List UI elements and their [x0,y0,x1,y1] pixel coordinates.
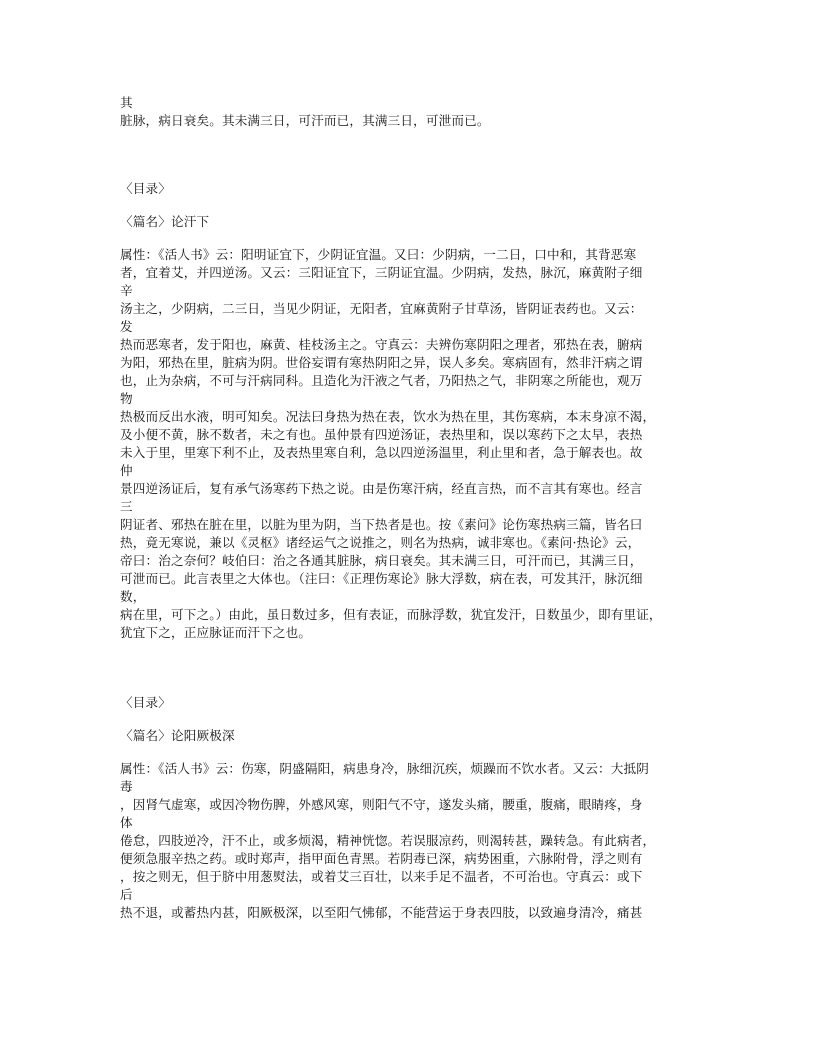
text-line: ，因肾气虚寒，或因冷物伤脾，外感风寒，则阳气不守，遂发头痛，腰重，腹痛，眼睛疼，身 [120,797,643,812]
text-line: 热而恶寒者，发于阳也，麻黄、桂枝汤主之。守真云：夫辨伤寒阴阳之理者，邪热在表，腑病 [120,337,643,352]
toc-label: 〈目录〉 [120,181,171,196]
text-line: 景四逆汤证后，复有承气汤寒药下热之说。由是伤寒汗病，经直言热，而不言其有寒也。经言 [120,481,643,496]
text-line: 为阳，邪热在里，脏病为阴。世俗妄谓有寒热阴阳之异，误人多矣。寒病固有，然非汗病之谓 [120,355,643,370]
text-line: 便须急服辛热之药。或时郑声，指甲面色青黑。若阴毒已深，病势困重，六脉附骨，浮之则有 [120,851,643,866]
text-line: 阴证者、邪热在脏在里，以脏为里为阴，当下热者是也。按《素问》论伤寒热病三篇，皆名曰 [120,517,643,532]
text-line: 汤主之，少阴病，二三日，当见少阴证，无阳者，宜麻黄附子甘草汤，皆阴证表药也。又云： [120,301,643,316]
text-line: 热不退，或蓄热内甚，阳厥极深，以至阳气怫郁，不能营运于身表四肢，以致遍身清冷，痛甚 [120,905,643,920]
section-lun-han-xia [120,180,700,642]
text-line: 毒 [120,779,133,794]
document-page [120,94,700,922]
text-line: 属性：《活人书》云：伤寒，阴盛隔阳，病患身冷，脉细沉疾，烦躁而不饮水者。又云：大抵阴 [120,761,649,776]
text-line: 发 [120,319,133,334]
text-line: 辛 [120,283,133,298]
text-line: 倦怠，四肢逆冷，汗不止，或多烦渴，精神恍惚。若误服凉药，则渴转甚，躁转急。有此病者， [120,833,656,848]
text-line: 其 [120,95,133,110]
text-line: 仲 [120,463,133,478]
text-line: 热，竟无寒说，兼以《灵枢》诸经运气之说推之，则名为热病，诚非寒也。《素问·热论》云， [120,535,641,550]
text-line: 犹宜下之，正应脉证而汗下之也。 [120,625,312,640]
text-line: 热极而反出水液，明可知矣。况法曰身热为热在表，饮水为热在里，其伤寒病，本末身凉不渴， [120,409,656,424]
text-line: 病在里，可下之。）由此，虽日数过多，但有表证，而脉浮数，犹宜发汗，日数虽少，即有里证， [120,607,662,622]
section-body [120,246,700,642]
page1-tail [120,94,700,130]
text-line: ，按之则无，但于脐中用葱熨法，或着艾三百壮，以来手足不温者，不可治也。守真云：或下 [120,869,643,884]
section-title: 〈篇名〉论汗下 [120,214,210,229]
text-line: 及小便不黄，脉不数者，未之有也。虽仲景有四逆汤证，表热里和，误以寒药下之太早，表热 [120,427,643,442]
text-line: 属性：《活人书》云：阳明证宜下，少阴证宜温。又曰：少阴病，一二日，口中和，其背恶寒 [120,247,637,262]
section-title: 〈篇名〉论阳厥极深 [120,728,235,743]
text-line: 者，宜着艾，并四逆汤。又云：三阳证宜下，三阴证宜温。少阴病，发热，脉沉，麻黄附子细 [120,265,643,280]
text-line: 后 [120,887,133,902]
text-line: 未入于里，里寒下利不止，及表热里寒自利，急以四逆汤温里，利止里和者，急于解表也。故 [120,445,643,460]
toc-label: 〈目录〉 [120,695,171,710]
text-line: 也，止为杂病，不可与汗病同科。且造化为汗液之气者，乃阳热之气，非阴寒之所能也，观万 [120,373,643,388]
text-line: 数， [120,589,146,604]
text-line: 体 [120,815,133,830]
section-yang-jue-ji-shen [120,694,700,922]
text-line: 可泄而已。此言表里之大体也。（注曰：《正理伤寒论》脉大浮数，病在表，可发其汗，脉沉细 [120,571,643,586]
text-line: 帝曰：治之奈何？岐伯曰：治之各通其脏脉，病日衰矣。其未满三日，可汗而已，其满三日， [120,553,643,568]
text-line: 脏脉，病日衰矣。其未满三日，可汗而已，其满三日，可泄而已。 [120,113,490,128]
text-line: 三 [120,499,133,514]
text-line: 物 [120,391,133,406]
section-body [120,760,700,922]
